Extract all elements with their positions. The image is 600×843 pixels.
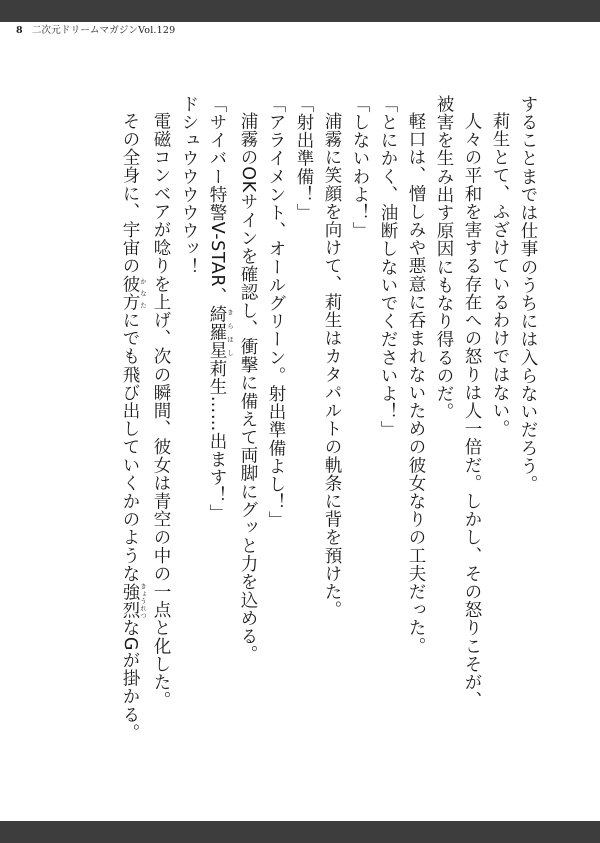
text-line-12: 「サイバー特警V-STAR、綺羅星 きらほし莉生……出ます！」 <box>207 95 234 523</box>
ruby-kiraboshi: 綺羅星 きらほし <box>207 305 234 360</box>
text-line-10: 「アライメント、オールグリーン。射出準備よし！」 <box>266 95 286 530</box>
text-line-11: 浦霧のOKサインを確認し、衝撃に備えて両脚にグッと力を込める。 <box>238 112 258 664</box>
text-line-6: 「とにかく、油断しないでくださいよ！」 <box>378 95 398 439</box>
text-line-4: 被害を生み出す原因にもなり得るのだ。 <box>434 95 454 421</box>
text-line-8: 浦霧に笑顔を向けて、莉生はカタパルトの軌条に背を預けた。 <box>322 112 342 619</box>
text-line-14: 電磁コンベアが唸りを上げ、次の瞬間、彼女は青空の中の一点と化した。 <box>151 112 171 710</box>
page-number: 8 <box>16 25 23 36</box>
text-line-13: ドシュウウウウウッ！ <box>179 95 199 276</box>
ruby-kanata: 彼方 かなた <box>120 274 147 312</box>
ruby-kyouretsu: 強烈 きょうれつ <box>120 582 147 619</box>
text-line-9: 「射出準備！」 <box>294 95 314 222</box>
running-header <box>16 22 175 36</box>
text-line-2: 莉生とて、ふざけているわけではない。 <box>490 112 510 438</box>
top-bar <box>0 0 600 22</box>
magazine-title: 二次元ドリームマガジンVol.129 <box>31 25 176 36</box>
text-line-7: 「しないわよ！」 <box>350 95 370 240</box>
text-line-15: その全身に、宇宙の彼方 かなたにでも飛び出していくかのような強烈 きょうれつなGが掛かる。 <box>120 112 147 742</box>
text-line-5: 軽口は、憎しみや悪意に呑まれないための彼女なりの工夫だった。 <box>406 112 426 655</box>
text-line-1: することまでは仕事のうちには入らないだろう。 <box>518 95 538 494</box>
bottom-bar <box>0 821 600 843</box>
text-line-3: 人々の平和を害する存在への怒りは人一倍だ。しかし、その怒りこそが、 <box>462 112 482 710</box>
vertical-body-text <box>66 95 542 755</box>
